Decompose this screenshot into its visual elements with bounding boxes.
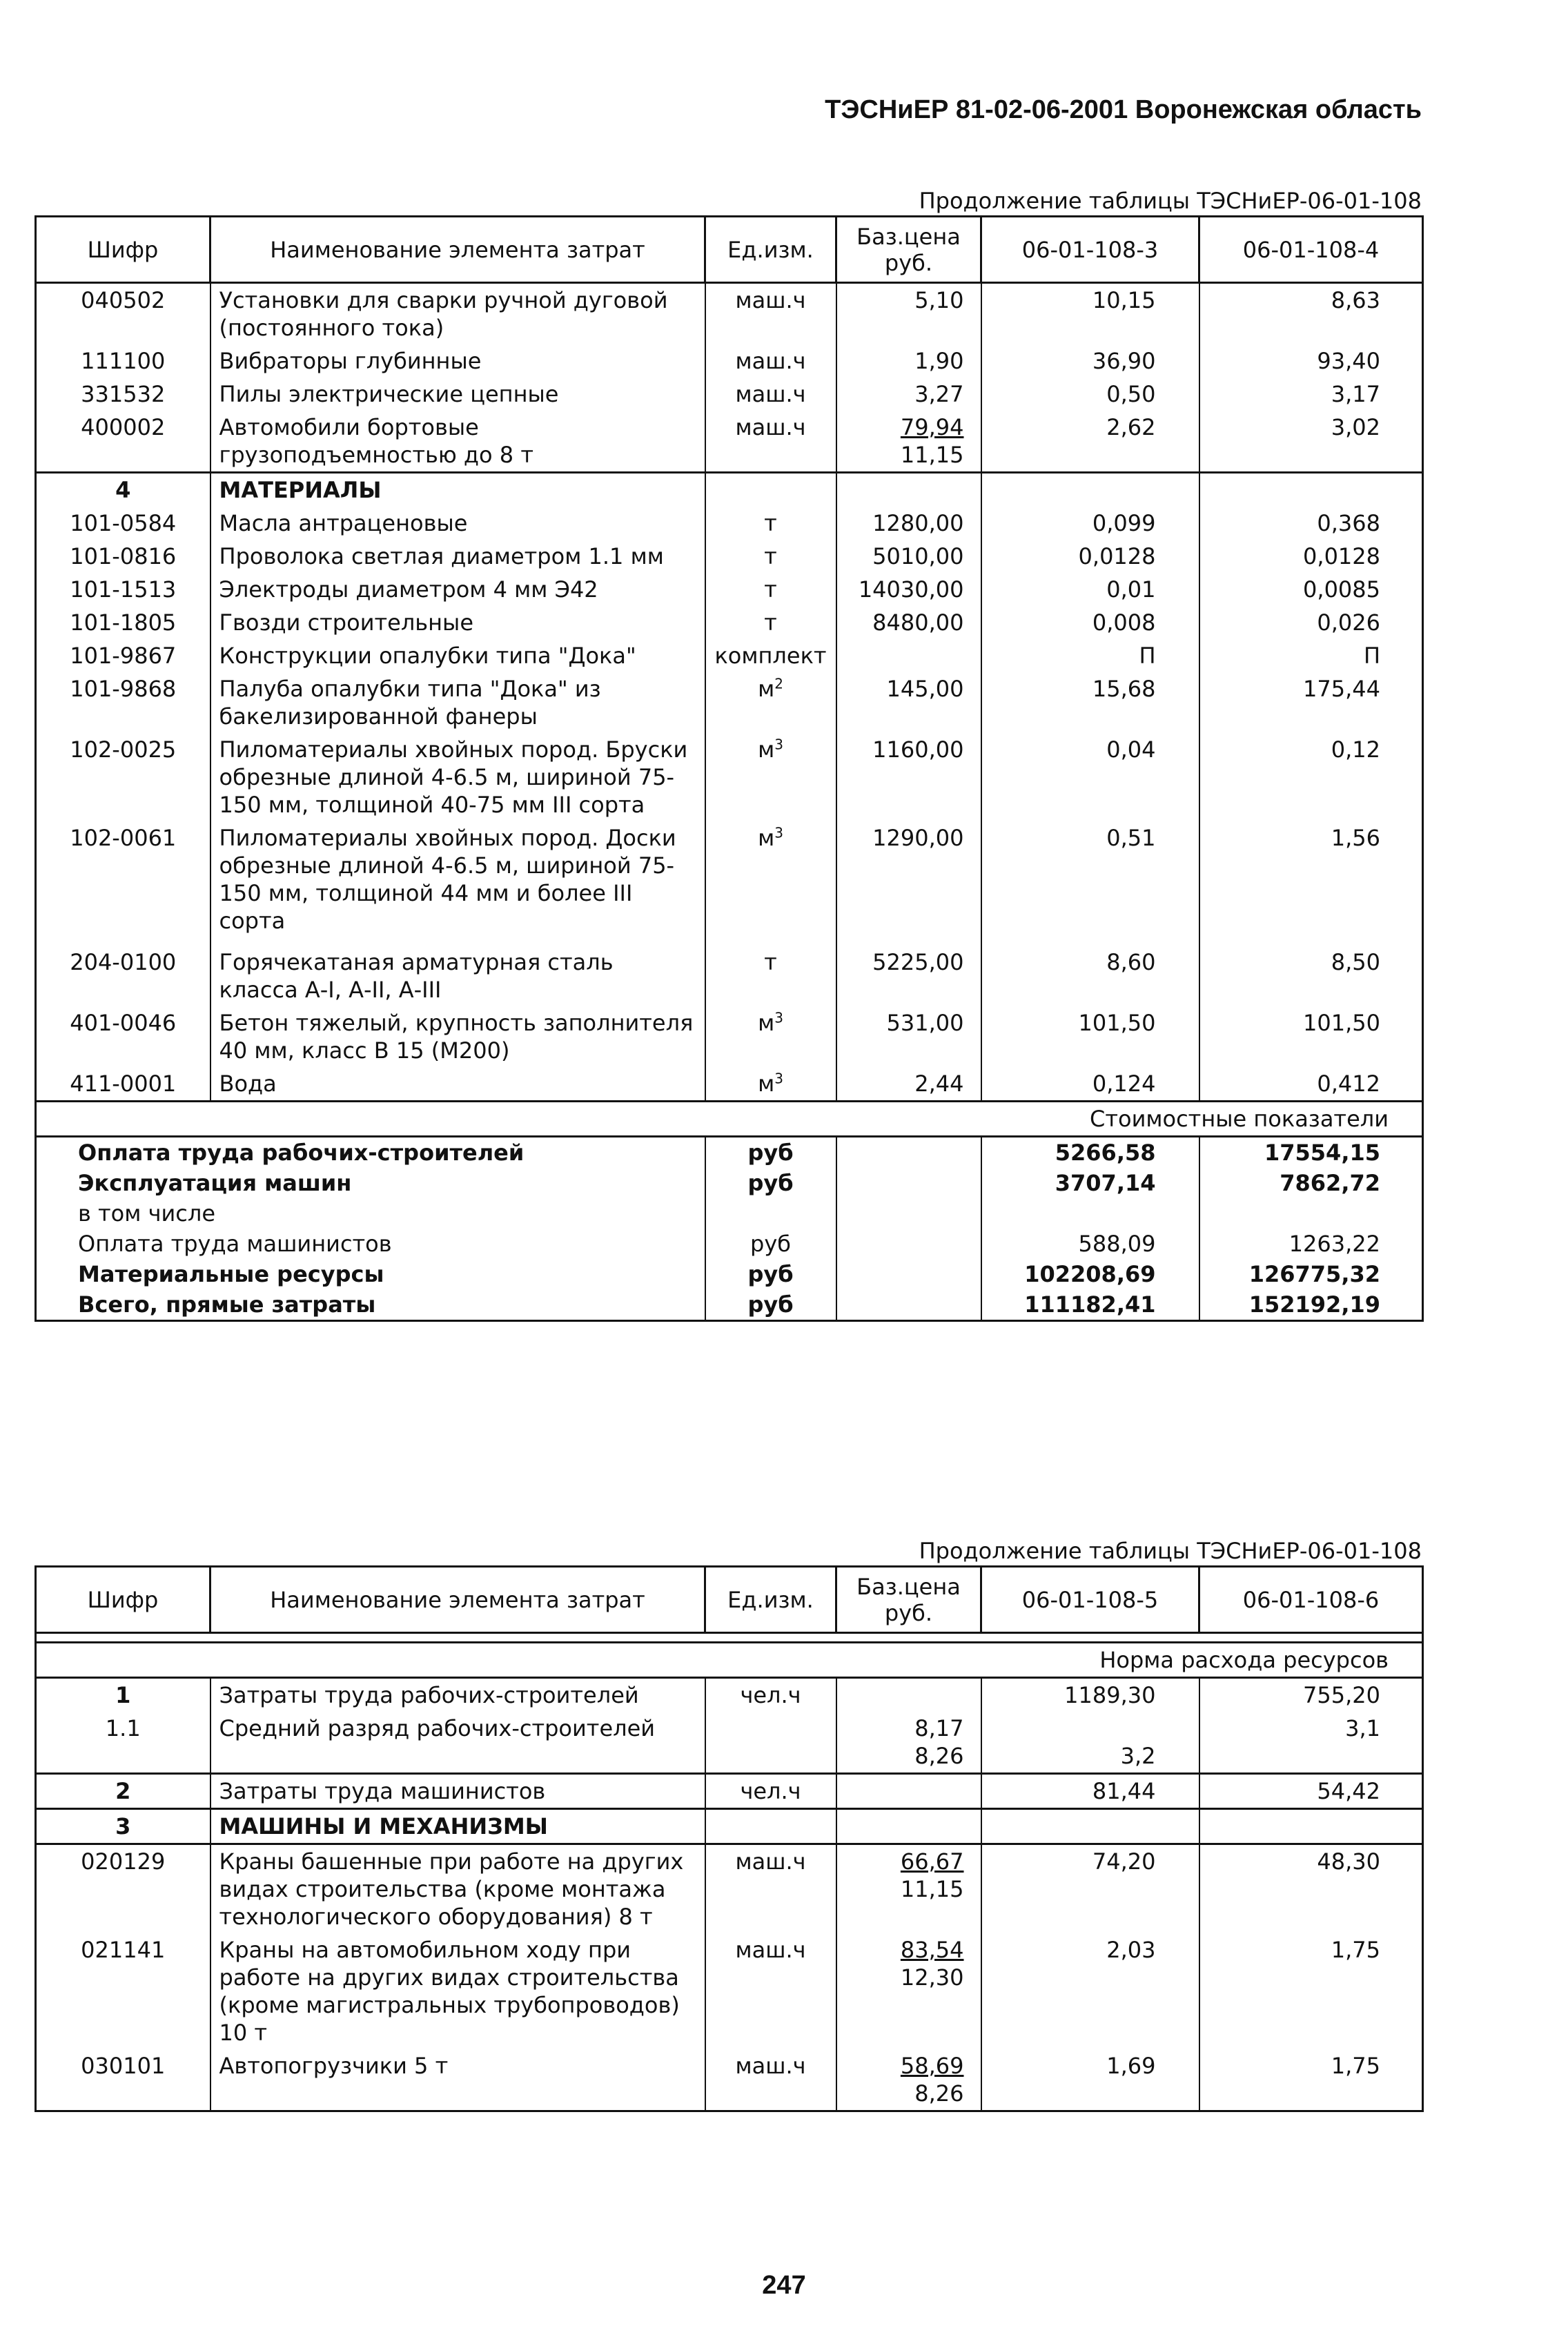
row-code: 102-0025 bbox=[36, 733, 210, 821]
row-value-1: 1,69 bbox=[981, 2049, 1199, 2111]
row-price bbox=[836, 1933, 981, 2049]
row-value-2: 0,412 bbox=[1199, 1067, 1423, 1102]
row-name: Конструкции опалубки типа "Дока" bbox=[210, 639, 705, 672]
row-unit: чел.ч bbox=[705, 1774, 836, 1809]
summary-unit: руб bbox=[705, 1289, 836, 1321]
summary-unit: руб bbox=[705, 1137, 836, 1169]
row-price bbox=[836, 344, 981, 378]
row-name: Затраты труда машинистов bbox=[210, 1774, 705, 1809]
table-row bbox=[36, 540, 1423, 573]
summary-row bbox=[36, 1259, 1423, 1289]
table-row bbox=[36, 672, 1423, 733]
row-value-2: 0,12 bbox=[1199, 733, 1423, 821]
row-value-2: 8,63 bbox=[1199, 283, 1423, 345]
col-header-name: Наименование элемента затрат bbox=[210, 1567, 705, 1633]
row-unit: чел.ч bbox=[705, 1678, 836, 1712]
row-value-1: 0,099 bbox=[981, 507, 1199, 540]
summary-value-1: 111182,41 bbox=[981, 1289, 1199, 1321]
row-value-1 bbox=[981, 1712, 1199, 1774]
summary-price bbox=[836, 1168, 981, 1198]
row-code: 101-0584 bbox=[36, 507, 210, 540]
row-unit bbox=[705, 821, 836, 946]
row-code: 101-0816 bbox=[36, 540, 210, 573]
row-value-2: 0,368 bbox=[1199, 507, 1423, 540]
table-row bbox=[36, 606, 1423, 639]
table-row bbox=[36, 283, 1423, 345]
row-value-1: 0,04 bbox=[981, 733, 1199, 821]
row-value-2: 54,42 bbox=[1199, 1774, 1423, 1809]
summary-label: Оплата труда машинистов bbox=[36, 1229, 705, 1259]
row-value-1: 0,51 bbox=[981, 821, 1199, 946]
summary-value-2: 17554,15 bbox=[1199, 1137, 1423, 1169]
row-price bbox=[836, 2049, 981, 2111]
row-name: Проволока светлая диаметром 1.1 мм bbox=[210, 540, 705, 573]
row-value-1: 8,60 bbox=[981, 946, 1199, 1006]
table-row bbox=[36, 344, 1423, 378]
row-price bbox=[836, 378, 981, 411]
summary-unit: руб bbox=[705, 1229, 836, 1259]
row-code: 101-9867 bbox=[36, 639, 210, 672]
unit-text: м bbox=[758, 736, 775, 763]
row-unit bbox=[705, 507, 836, 540]
row-name: Автомобили бортовые грузоподъемностью до 8 т bbox=[210, 411, 705, 473]
row-unit: маш.ч bbox=[705, 1933, 836, 2049]
row-value-2: 48,30 bbox=[1199, 1844, 1423, 1934]
summary-row bbox=[36, 1229, 1423, 1259]
price-primary: 83,54 bbox=[900, 1937, 964, 1963]
row-code: 111100 bbox=[36, 344, 210, 378]
norm-header-label: Норма расхода ресурсов bbox=[36, 1643, 1423, 1678]
row-value-1: 74,20 bbox=[981, 1844, 1199, 1934]
row-value-2: 1,56 bbox=[1199, 821, 1423, 946]
row-value-2: 0,0085 bbox=[1199, 573, 1423, 606]
row-code: 401-0046 bbox=[36, 1006, 210, 1067]
row-value-2: 8,50 bbox=[1199, 946, 1423, 1006]
row-code: 101-1513 bbox=[36, 573, 210, 606]
row-code: 020129 bbox=[36, 1844, 210, 1934]
summary-price bbox=[836, 1289, 981, 1321]
row-unit: маш.ч bbox=[705, 283, 836, 345]
section-row-machines bbox=[36, 1809, 1423, 1844]
row-name: Бетон тяжелый, крупность заполнителя 40 мм, класс В 15 (М200) bbox=[210, 1006, 705, 1067]
row-code: 411-0001 bbox=[36, 1067, 210, 1102]
table-row bbox=[36, 946, 1423, 1006]
table-row bbox=[36, 733, 1423, 821]
row-price bbox=[836, 1712, 981, 1774]
row-value-1: 0,008 bbox=[981, 606, 1199, 639]
page-number: 247 bbox=[762, 2271, 806, 2300]
price-primary: 3,27 bbox=[914, 381, 964, 407]
row-value-2: 0,0128 bbox=[1199, 540, 1423, 573]
row-price bbox=[836, 1678, 981, 1712]
row-value-1: П bbox=[981, 639, 1199, 672]
price-secondary: 12,30 bbox=[900, 1964, 964, 1991]
table-row bbox=[36, 1006, 1423, 1067]
section-number: 3 bbox=[36, 1809, 210, 1844]
table-row bbox=[36, 821, 1423, 946]
row-value-1: 101,50 bbox=[981, 1006, 1199, 1067]
col-header-name: Наименование элемента затрат bbox=[210, 217, 705, 283]
row-unit bbox=[705, 946, 836, 1006]
summary-value-1 bbox=[981, 1198, 1199, 1229]
row-value-2: 3,17 bbox=[1199, 378, 1423, 411]
row-value-1: 36,90 bbox=[981, 344, 1199, 378]
table1-header-row bbox=[36, 217, 1423, 283]
table2-header-row bbox=[36, 1567, 1423, 1633]
row-value-2: 101,50 bbox=[1199, 1006, 1423, 1067]
row-unit bbox=[705, 1067, 836, 1102]
row-value-2: 755,20 bbox=[1199, 1678, 1423, 1712]
row-unit bbox=[705, 540, 836, 573]
table-row bbox=[36, 573, 1423, 606]
row-price: 8480,00 bbox=[836, 606, 981, 639]
unit-text: т bbox=[764, 949, 777, 975]
summary-label: Эксплуатация машин bbox=[36, 1168, 705, 1198]
unit-text: т bbox=[764, 510, 777, 536]
price-primary: 66,67 bbox=[900, 1848, 964, 1875]
unit-exponent: 3 bbox=[774, 1009, 783, 1026]
table-row bbox=[36, 1678, 1423, 1712]
row-code: 2 bbox=[36, 1774, 210, 1809]
section-number: 4 bbox=[36, 473, 210, 507]
price-primary: 58,69 bbox=[900, 2053, 964, 2079]
row-value-2: 0,026 bbox=[1199, 606, 1423, 639]
row-value-1: 81,44 bbox=[981, 1774, 1199, 1809]
col-header-108-4: 06-01-108-4 bbox=[1199, 217, 1423, 283]
table-row bbox=[36, 411, 1423, 473]
unit-exponent: 3 bbox=[774, 1070, 783, 1087]
price-secondary: 11,15 bbox=[900, 442, 964, 468]
row-unit bbox=[705, 606, 836, 639]
row-value-2: 1,75 bbox=[1199, 1933, 1423, 2049]
summary-value-2: 152192,19 bbox=[1199, 1289, 1423, 1321]
price-primary: 5,10 bbox=[914, 287, 964, 313]
row-code: 204-0100 bbox=[36, 946, 210, 1006]
table-row bbox=[36, 1067, 1423, 1102]
cost-indicators-header-row bbox=[36, 1102, 1423, 1137]
row-value-1: 0,50 bbox=[981, 378, 1199, 411]
norm-header-row bbox=[36, 1643, 1423, 1678]
row-name: Средний разряд рабочих-строителей bbox=[210, 1712, 705, 1774]
unit-text: т bbox=[764, 576, 777, 603]
table-row bbox=[36, 507, 1423, 540]
price-b: 8,26 bbox=[914, 1743, 964, 1769]
row-price: 14030,00 bbox=[836, 573, 981, 606]
row-value-2: 93,40 bbox=[1199, 344, 1423, 378]
row-code: 040502 bbox=[36, 283, 210, 345]
row-code: 331532 bbox=[36, 378, 210, 411]
row-value-2: 175,44 bbox=[1199, 672, 1423, 733]
summary-row bbox=[36, 1289, 1423, 1321]
summary-value-1: 102208,69 bbox=[981, 1259, 1199, 1289]
row-code: 1.1 bbox=[36, 1712, 210, 1774]
row-name: Вода bbox=[210, 1067, 705, 1102]
col-header-code: Шифр bbox=[36, 1567, 210, 1633]
summary-value-2: 7862,72 bbox=[1199, 1168, 1423, 1198]
document-header: ТЭСНиЕР 81-02-06-2001 Воронежская область bbox=[825, 95, 1422, 124]
value-1: 3,2 bbox=[1120, 1743, 1156, 1769]
row-value-2: 3,1 bbox=[1199, 1712, 1423, 1774]
price-primary: 1,90 bbox=[914, 348, 964, 374]
table-row bbox=[36, 1712, 1423, 1774]
price-secondary: 11,15 bbox=[900, 1876, 964, 1902]
row-name: Краны на автомобильном ходу при работе на других видах строительства (кроме магистральных трубопроводов) 10 т bbox=[210, 1933, 705, 2049]
table-row bbox=[36, 378, 1423, 411]
section-title: МАШИНЫ И МЕХАНИЗМЫ bbox=[210, 1809, 705, 1844]
table-row bbox=[36, 2049, 1423, 2111]
row-value-2: П bbox=[1199, 639, 1423, 672]
row-unit bbox=[705, 672, 836, 733]
row-name: Гвозди строительные bbox=[210, 606, 705, 639]
row-code: 101-9868 bbox=[36, 672, 210, 733]
summary-value-2 bbox=[1199, 1198, 1423, 1229]
row-name: Палуба опалубки типа "Дока" из бакелизированной фанеры bbox=[210, 672, 705, 733]
summary-row bbox=[36, 1137, 1423, 1169]
row-value-1: 15,68 bbox=[981, 672, 1199, 733]
row-value-1: 0,124 bbox=[981, 1067, 1199, 1102]
col-header-108-6: 06-01-108-6 bbox=[1199, 1567, 1423, 1633]
summary-row bbox=[36, 1198, 1423, 1229]
summary-unit: руб bbox=[705, 1259, 836, 1289]
col-header-code: Шифр bbox=[36, 217, 210, 283]
row-unit bbox=[705, 639, 836, 672]
summary-label: Оплата труда рабочих-строителей bbox=[36, 1137, 705, 1169]
unit-exponent: 3 bbox=[774, 824, 783, 841]
summary-price bbox=[836, 1229, 981, 1259]
col-header-unit: Ед.изм. bbox=[705, 1567, 836, 1633]
col-header-unit: Ед.изм. bbox=[705, 217, 836, 283]
row-name: Горячекатаная арматурная сталь класса А-I, А-II, А-III bbox=[210, 946, 705, 1006]
summary-price bbox=[836, 1259, 981, 1289]
summary-value-2: 126775,32 bbox=[1199, 1259, 1423, 1289]
row-unit: маш.ч bbox=[705, 344, 836, 378]
row-name: Затраты труда рабочих-строителей bbox=[210, 1678, 705, 1712]
row-price bbox=[836, 1844, 981, 1934]
table-row bbox=[36, 1933, 1423, 2049]
row-price: 5010,00 bbox=[836, 540, 981, 573]
row-name: Масла антраценовые bbox=[210, 507, 705, 540]
unit-text: м bbox=[758, 825, 775, 851]
row-value-1: 10,15 bbox=[981, 283, 1199, 345]
resource-table-2 bbox=[35, 1565, 1424, 2112]
row-price bbox=[836, 411, 981, 473]
summary-price bbox=[836, 1137, 981, 1169]
row-unit: маш.ч bbox=[705, 411, 836, 473]
row-unit: маш.ч bbox=[705, 2049, 836, 2111]
resource-table-1 bbox=[35, 215, 1424, 1322]
row-value-2: 3,02 bbox=[1199, 411, 1423, 473]
summary-label: Всего, прямые затраты bbox=[36, 1289, 705, 1321]
row-price: 1290,00 bbox=[836, 821, 981, 946]
summary-value-1: 588,09 bbox=[981, 1229, 1199, 1259]
summary-unit bbox=[705, 1198, 836, 1229]
row-price bbox=[836, 283, 981, 345]
unit-exponent: 3 bbox=[774, 736, 783, 753]
row-code: 102-0061 bbox=[36, 821, 210, 946]
price-primary: 79,94 bbox=[900, 414, 964, 440]
summary-unit: руб bbox=[705, 1168, 836, 1198]
row-unit: маш.ч bbox=[705, 378, 836, 411]
row-code: 101-1805 bbox=[36, 606, 210, 639]
row-code: 021141 bbox=[36, 1933, 210, 2049]
row-value-1: 2,03 bbox=[981, 1933, 1199, 2049]
unit-exponent: 2 bbox=[774, 675, 783, 692]
col-header-base-price: Баз.цена руб. bbox=[836, 217, 981, 283]
row-name: Пиломатериалы хвойных пород. Доски обрезные длиной 4-6.5 м, шириной 75-150 мм, толщиной 44 мм и более III сорта bbox=[210, 821, 705, 946]
table-row bbox=[36, 1844, 1423, 1934]
summary-row bbox=[36, 1168, 1423, 1198]
table-row bbox=[36, 639, 1423, 672]
row-code: 1 bbox=[36, 1678, 210, 1712]
row-value-1: 0,01 bbox=[981, 573, 1199, 606]
unit-text: м bbox=[758, 1010, 775, 1036]
row-value-1: 2,62 bbox=[981, 411, 1199, 473]
summary-value-1: 3707,14 bbox=[981, 1168, 1199, 1198]
price-secondary: 8,26 bbox=[914, 2080, 964, 2107]
summary-label: Материальные ресурсы bbox=[36, 1259, 705, 1289]
summary-price bbox=[836, 1198, 981, 1229]
table1-continuation-caption: Продолжение таблицы ТЭСНиЕР-06-01-108 bbox=[919, 188, 1422, 214]
unit-text: м bbox=[758, 1071, 775, 1097]
row-name: Установки для сварки ручной дуговой (постоянного тока) bbox=[210, 283, 705, 345]
row-unit bbox=[705, 1006, 836, 1067]
row-price: 531,00 bbox=[836, 1006, 981, 1067]
row-name: Автопогрузчики 5 т bbox=[210, 2049, 705, 2111]
row-code: 030101 bbox=[36, 2049, 210, 2111]
row-value-1: 0,0128 bbox=[981, 540, 1199, 573]
row-price: 1280,00 bbox=[836, 507, 981, 540]
row-price: 145,00 bbox=[836, 672, 981, 733]
unit-text: т bbox=[764, 609, 777, 636]
row-unit: маш.ч bbox=[705, 1844, 836, 1934]
row-unit bbox=[705, 573, 836, 606]
row-name: Краны башенные при работе на других видах строительства (кроме монтажа технологического оборудования) 8 т bbox=[210, 1844, 705, 1934]
section-row-materials bbox=[36, 473, 1423, 507]
row-name: Пиломатериалы хвойных пород. Бруски обрезные длиной 4-6.5 м, шириной 75-150 мм, толщиной 40-75 мм III сорта bbox=[210, 733, 705, 821]
col-header-108-3: 06-01-108-3 bbox=[981, 217, 1199, 283]
cost-indicators-label: Стоимостные показатели bbox=[36, 1102, 1423, 1137]
summary-value-1: 5266,58 bbox=[981, 1137, 1199, 1169]
row-unit bbox=[705, 733, 836, 821]
row-name: Электроды диаметром 4 мм Э42 bbox=[210, 573, 705, 606]
summary-label: в том числе bbox=[36, 1198, 705, 1229]
row-name: Пилы электрические цепные bbox=[210, 378, 705, 411]
col-header-108-5: 06-01-108-5 bbox=[981, 1567, 1199, 1633]
unit-text: т bbox=[764, 543, 777, 569]
row-value-2: 1,75 bbox=[1199, 2049, 1423, 2111]
row-price: 2,44 bbox=[836, 1067, 981, 1102]
table2-continuation-caption: Продолжение таблицы ТЭСНиЕР-06-01-108 bbox=[919, 1538, 1422, 1564]
unit-text: комплект bbox=[714, 643, 827, 669]
row-name: Вибраторы глубинные bbox=[210, 344, 705, 378]
price-a: 8,17 bbox=[914, 1715, 964, 1741]
unit-text: м bbox=[758, 676, 775, 702]
summary-value-2: 1263,22 bbox=[1199, 1229, 1423, 1259]
row-price: 1160,00 bbox=[836, 733, 981, 821]
section-title: МАТЕРИАЛЫ bbox=[210, 473, 705, 507]
row-price bbox=[836, 639, 981, 672]
row-code: 400002 bbox=[36, 411, 210, 473]
row-price: 5225,00 bbox=[836, 946, 981, 1006]
col-header-base-price: Баз.цена руб. bbox=[836, 1567, 981, 1633]
row-value-1: 1189,30 bbox=[981, 1678, 1199, 1712]
table-row bbox=[36, 1774, 1423, 1809]
